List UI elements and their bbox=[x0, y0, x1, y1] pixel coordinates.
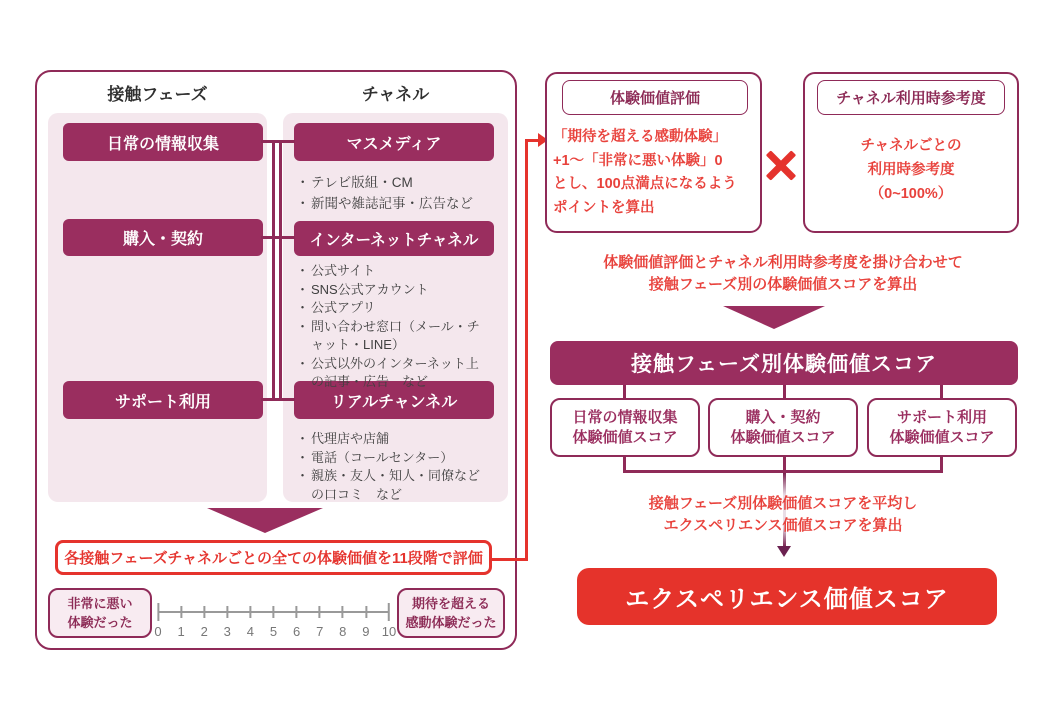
channel-head-real: リアルチャンネル bbox=[294, 381, 494, 419]
connector-row-2 bbox=[261, 236, 295, 239]
bullet-icon: ・ bbox=[296, 449, 310, 465]
list-item: ・ SNS公式アカウント bbox=[296, 281, 500, 300]
experience-value-evaluation-body: 「期待を超える感動体験」 +1〜「非常に悪い体験」0 とし、100点満点になるよう ポイントを算出 bbox=[553, 129, 737, 216]
connector-bus-right bbox=[279, 140, 282, 401]
scale-tick: 0 bbox=[154, 601, 161, 639]
massmedia-item-list bbox=[296, 172, 500, 214]
list-item: ・ 親族・友人・知人・同僚などの口コミ など bbox=[296, 467, 500, 504]
connector-stub bbox=[940, 457, 943, 471]
score-box-support: サポート利用 体験価値スコア bbox=[867, 398, 1017, 457]
bullet-icon: ・ bbox=[296, 318, 310, 334]
channel-reference-body: チャネルごとの 利用時参考度 （0~100%） bbox=[860, 138, 962, 202]
connector-stub bbox=[783, 385, 786, 398]
scale-tick: 2 bbox=[201, 601, 208, 639]
scale-min-label: 非常に悪い 体験だった bbox=[48, 588, 152, 638]
connector-stub bbox=[940, 385, 943, 398]
list-item: ・ 問い合わせ窓口（メール・チャット・LINE） bbox=[296, 318, 500, 355]
list-item: ・ 公式アプリ bbox=[296, 299, 500, 318]
score-box-daily-info: 日常の情報収集 体験価値スコア bbox=[550, 398, 700, 457]
rating-scale bbox=[154, 601, 397, 645]
list-item: ・ 電話（コールセンター） bbox=[296, 449, 500, 468]
phase-column-header: 接触フェーズ bbox=[107, 85, 208, 104]
connector-row-1 bbox=[261, 140, 295, 143]
red-connector-vertical bbox=[525, 139, 528, 561]
scale-tick: 8 bbox=[339, 601, 346, 639]
connector-bus-left bbox=[272, 140, 275, 401]
internet-item-list bbox=[296, 262, 500, 392]
scale-tick: 9 bbox=[362, 601, 369, 639]
scale-tick: 10 bbox=[382, 601, 396, 639]
bullet-icon: ・ bbox=[296, 281, 310, 297]
bullet-icon: ・ bbox=[296, 175, 310, 190]
bullet-icon: ・ bbox=[296, 263, 310, 278]
bullet-icon: ・ bbox=[296, 196, 310, 211]
channel-column-header: チャネル bbox=[361, 85, 430, 104]
evaluation-note-box: 各接触フェーズチャネルごとの全ての体験価値を11段階で評価 bbox=[55, 540, 492, 575]
scale-tick: 5 bbox=[270, 601, 277, 639]
connector-row-3 bbox=[261, 398, 295, 401]
scale-max-label: 期待を超える 感動体験だった bbox=[397, 588, 505, 638]
down-arrow-icon bbox=[777, 546, 791, 557]
down-arrow-icon bbox=[207, 508, 323, 533]
bullet-icon: ・ bbox=[296, 431, 310, 446]
down-arrow-icon bbox=[723, 306, 825, 329]
multiply-icon bbox=[764, 148, 798, 182]
real-item-list bbox=[296, 430, 500, 504]
list-item: ・ テレビ版組・CM bbox=[296, 172, 500, 193]
experience-score-final-box: エクスペリエンス価値スコア bbox=[577, 568, 997, 625]
channel-head-massmedia: マスメディア bbox=[294, 123, 494, 161]
scale-tick: 6 bbox=[293, 601, 300, 639]
list-item: ・ 新聞や雑誌記事・広告など bbox=[296, 193, 500, 214]
bullet-icon: ・ bbox=[296, 468, 310, 483]
score-box-purchase: 購入・契約 体験価値スコア bbox=[708, 398, 858, 457]
scale-tick: 3 bbox=[224, 601, 231, 639]
connector-stub bbox=[623, 457, 626, 471]
scale-tick: 7 bbox=[316, 601, 323, 639]
phase-column-background bbox=[48, 113, 267, 502]
scale-tick: 1 bbox=[177, 601, 184, 639]
multiply-caption: 体験価値評価とチャネル利用時参考度を掛け合わせて 接触フェーズ別の体験価値スコアを算出 bbox=[603, 254, 963, 293]
list-item: ・ 代理店や店舗 bbox=[296, 430, 500, 449]
scale-tick: 4 bbox=[247, 601, 254, 639]
list-item: ・ 公式サイト bbox=[296, 262, 500, 281]
bullet-icon: ・ bbox=[296, 300, 310, 315]
phase-box-daily-info: 日常の情報収集 bbox=[63, 123, 263, 161]
connector-stub bbox=[623, 385, 626, 398]
channel-head-internet: インターネットチャネル bbox=[294, 221, 494, 256]
phase-box-support: サポート利用 bbox=[63, 381, 263, 419]
red-connector-horizontal-bottom bbox=[492, 558, 528, 561]
channel-reference-label: チャネル利用時参考度 bbox=[817, 80, 1005, 115]
bullet-icon: ・ bbox=[296, 355, 310, 371]
experience-value-evaluation-label: 体験価値評価 bbox=[562, 80, 748, 115]
connector-stub bbox=[783, 457, 786, 471]
phase-score-bar: 接触フェーズ別体験価値スコア bbox=[550, 341, 1018, 385]
phase-box-purchase: 購入・契約 bbox=[63, 219, 263, 256]
list-item: ・ 公式以外のインターネット上の記事・広告 など bbox=[296, 355, 500, 392]
average-caption: 接触フェーズ別体験価値スコアを平均し エクスペリエンス価値スコアを算出 bbox=[648, 495, 918, 534]
